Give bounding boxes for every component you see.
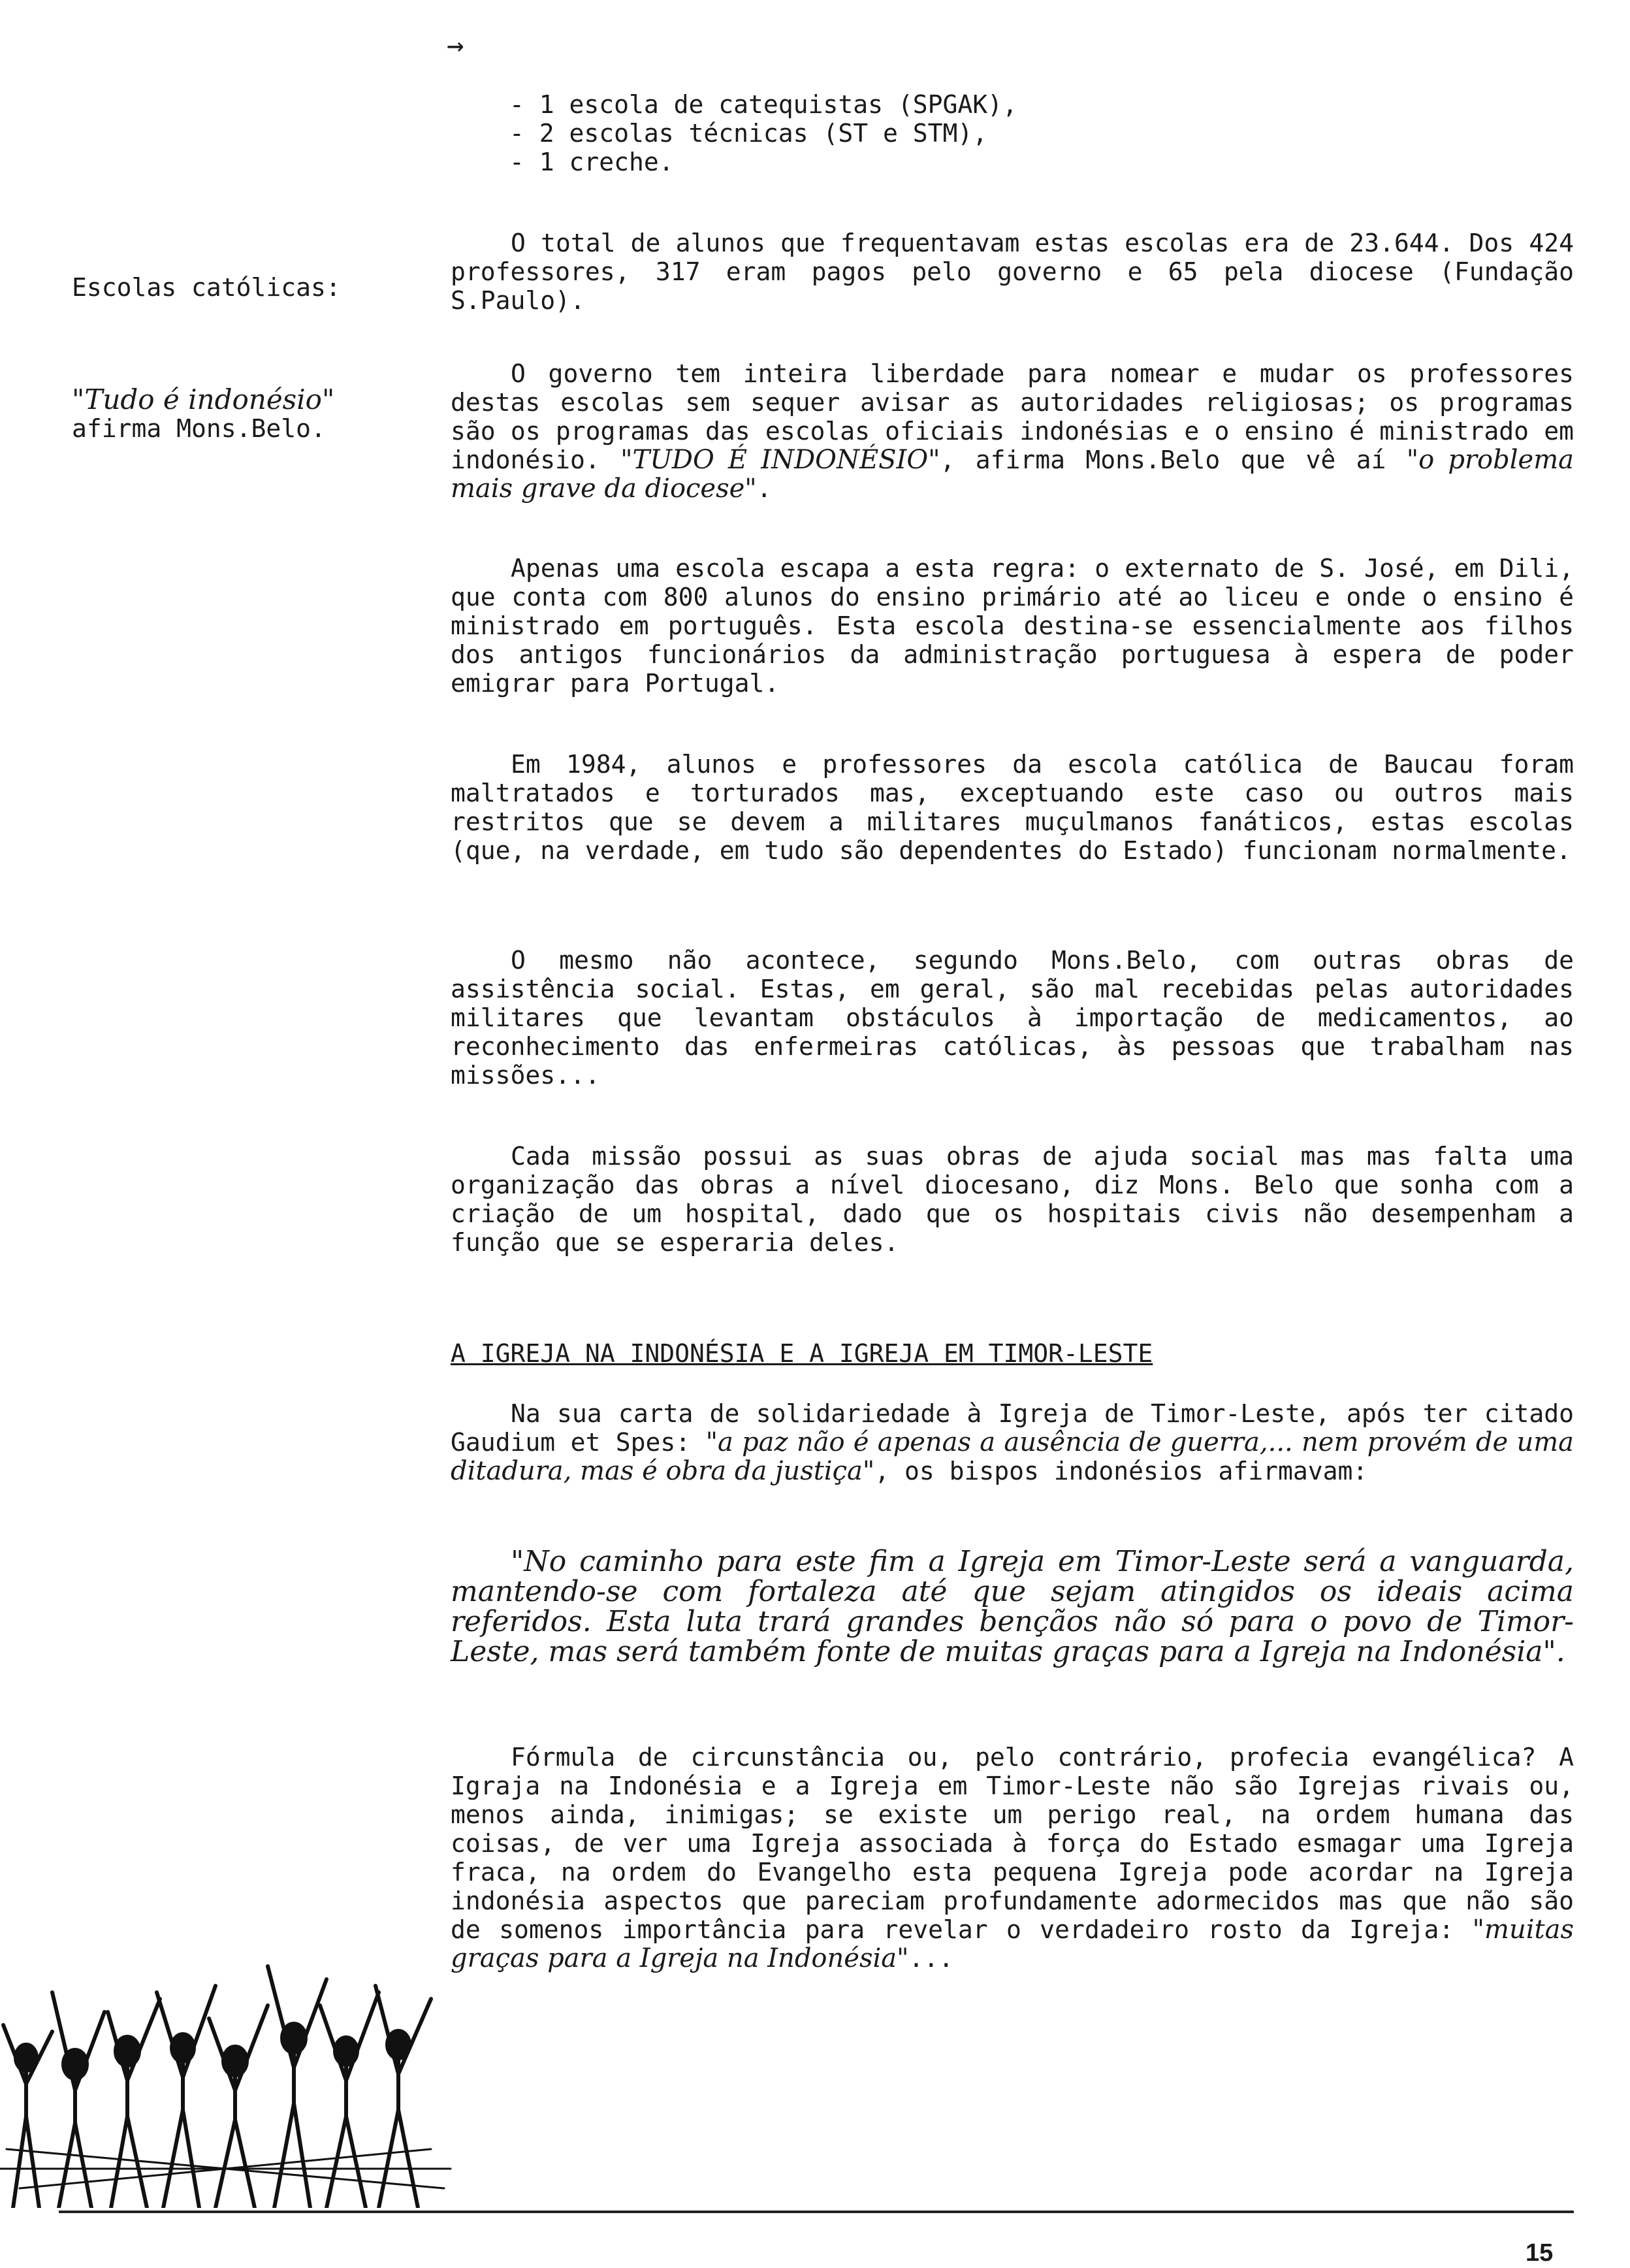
- school-list: [509, 90, 1554, 176]
- paragraph-text-e: .: [756, 474, 772, 503]
- figure-1: [3, 2025, 52, 2208]
- paragraph-text-c: , afirma Mons.Belo que vê aí: [940, 446, 1407, 474]
- figure-5: [209, 2005, 268, 2208]
- paragraph-text-a: O governo tem inteira liberdade para nomear e mudar os professores destas escolas sem sequer avisar as autoridades religiosas; os programas são os programas das escolas oficiais indonésias e o ensino é ministrado em indonésio.: [451, 359, 1574, 474]
- paragraph-1: [451, 229, 1574, 315]
- bottom-rule: [59, 2211, 1574, 2213]
- margin-note-quote: "Tudo é indonésio": [72, 383, 335, 415]
- crowd-illustration: [0, 1953, 457, 2208]
- list-item: - 2 escolas técnicas (ST e STM),: [509, 119, 988, 148]
- paragraph-2: [451, 359, 1574, 503]
- bishops-quote: "No caminho para este fim a Igreja em Timor-Leste será a vanguarda, mantendo-se com fortaleza até que sejam atingidos os ideais acima referidos. Esta luta trará grandes bençãos não só para o povo de Timor-Leste, mas será também fonte de muitas graças para a Igreja na Indonésia".: [451, 1545, 1574, 1668]
- paragraph-text: Em 1984, alunos e professores da escola católica de Baucau foram maltratados e torturados mas, exceptuando este caso ou outros mais restritos que se devem a militares muçulmanos fanáticos, estas escolas (que, na verdade, em tudo são dependentes do Estado) funcionam normalmente.: [451, 750, 1574, 865]
- paragraph-3: [451, 554, 1574, 698]
- closing-quote: "muitas graças para a Igreja na Indonésia": [451, 1915, 1574, 1973]
- arrow-mark: →: [447, 29, 464, 62]
- list-item: - 1 escola de catequistas (SPGAK),: [509, 90, 1017, 119]
- figure-8: [376, 1986, 431, 2208]
- paragraph-5: [451, 946, 1574, 1090]
- paragraph-text-c: , os bispos indonésios afirmavam:: [874, 1457, 1368, 1485]
- margin-note-escolas: Escolas católicas:: [72, 273, 341, 302]
- page-number: 15: [1526, 2239, 1554, 2267]
- paragraph-4: [451, 750, 1574, 865]
- emphasis-problema: "o problema mais grave da diocese": [451, 445, 1574, 504]
- paragraph-text-main: Fórmula de circunstância ou, pelo contrário, profecia evangélica? A Igraja na Indonésia e a Igreja em Timor-Leste não são Igrejas rivais ou, menos ainda, inimigas; se existe um perigo real, na ordem humana das coisas, de ver uma Igreja associada à força do Estado esmagar uma Igreja fraca, na ordem do Evangelho esta pequena Igreja pode acordar na Igreja indonésia aspectos que pareciam profundamente adormecidos mas que não são de somenos importância para revelar o verdadeiro rosto da Igreja:: [451, 1743, 1574, 1944]
- section-heading: A IGREJA NA INDONÉSIA E A IGREJA EM TIMOR-LESTE: [451, 1339, 1153, 1368]
- margin-note-attribution: afirma Mons.Belo.: [72, 414, 326, 443]
- paragraph-text: [451, 359, 1574, 503]
- paragraph-text: Apenas uma escola escapa a esta regra: o externato de S. José, em Dili, que conta com 800 alunos do ensino primário até ao liceu e onde o ensino é ministrado em português. Esta escola destina-se essencialmente aos filhos dos antigos funcionários da administração portuguesa à espera de poder emigrar para Portugal.: [451, 554, 1574, 698]
- figure-7: [320, 1992, 379, 2208]
- paragraph-text-end: ...: [908, 1944, 954, 1973]
- gaudium-quote: "a paz não é apenas a ausência de guerra,... nem provém de uma ditadura, mas é obra da justiça": [451, 1427, 1574, 1486]
- paragraph-7: [451, 1399, 1574, 1485]
- paragraph-8: [451, 1743, 1574, 1973]
- figure-6: [268, 1966, 327, 2208]
- paragraph-text: [451, 1743, 1574, 1973]
- paragraph-text-a: Na sua carta de solidariedade à Igreja de Timor-Leste, após ter citado Gaudium et Spes:: [451, 1399, 1574, 1457]
- paragraph-text: O total de alunos que frequentavam estas escolas era de 23.644. Dos 424 professores, 317 eram pagos pelo governo e 65 pela diocese (Fundação S.Paulo).: [451, 229, 1574, 315]
- paragraph-6: [451, 1142, 1574, 1257]
- paragraph-text: [451, 1399, 1574, 1485]
- paragraph-text: Cada missão possui as suas obras de ajuda social mas mas falta uma organização das obras a nível diocesano, diz Mons. Belo que sonha com a criação de um hospital, dado que os hospitais civis não desempenham a função que se esperaria deles.: [451, 1142, 1574, 1257]
- figure-2: [52, 1992, 104, 2208]
- margin-note-tudo: [72, 385, 438, 443]
- emphasis-tudo: "TUDO É INDONÉSIO": [620, 445, 940, 475]
- paragraph-text: O mesmo não acontece, segundo Mons.Belo, com outras obras de assistência social. Estas, em geral, são mal recebidas pelas autoridades militares que levantam obstáculos à importação de medicamentos, ao reconhecimento das enfermeiras católicas, às pessoas que trabalham nas missões...: [451, 946, 1574, 1090]
- list-item: - 1 creche.: [509, 148, 674, 176]
